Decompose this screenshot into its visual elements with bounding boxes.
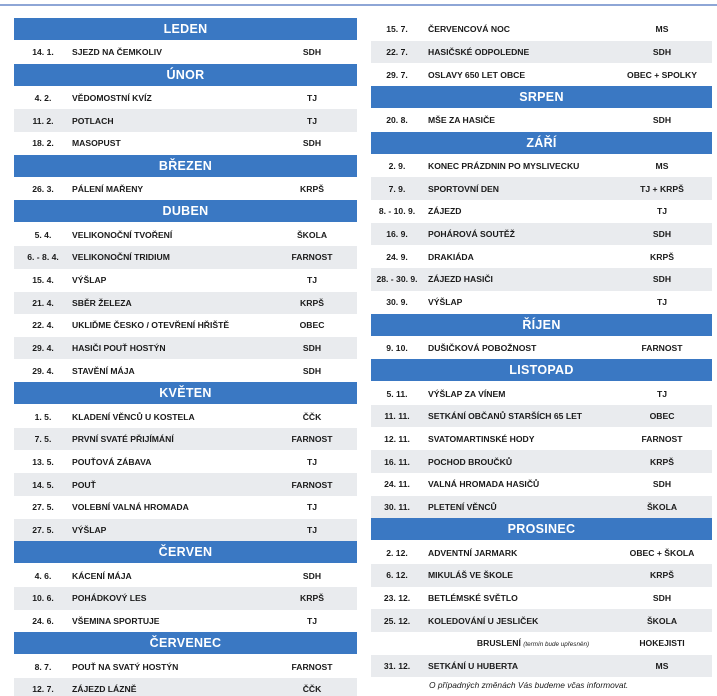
event-organizer: TJ + KRPŠ — [640, 183, 684, 194]
event-name-text: MASOPUST — [72, 138, 121, 149]
event-name — [428, 252, 474, 262]
event-name — [428, 24, 510, 34]
event-name-text: POHÁROVÁ SOUTĚŽ — [428, 229, 515, 240]
event-date: 27. 5. — [32, 524, 54, 535]
event-row — [14, 678, 357, 696]
event-organizer: TJ — [306, 92, 318, 103]
event-organizer: HOKEJISTI — [639, 638, 685, 649]
event-row — [371, 564, 712, 587]
event-name — [72, 502, 189, 512]
event-organizer: ŠKOLA — [296, 229, 328, 240]
event-row — [371, 246, 712, 269]
event-name-text: VÝŠLAP — [72, 275, 107, 286]
event-name-text: ČERVENCOVÁ NOC — [428, 24, 510, 35]
event-row — [371, 223, 712, 246]
event-name — [428, 47, 529, 57]
event-organizer: FARNOST — [641, 342, 683, 353]
event-name-text: SPORTOVNÍ DEN — [428, 183, 499, 194]
event-date: 6. 12. — [386, 570, 408, 581]
event-date: 8. 7. — [34, 661, 52, 672]
event-date: 21. 4. — [32, 297, 54, 308]
event-organizer: MS — [655, 24, 669, 35]
event-name — [72, 343, 166, 353]
event-row — [14, 519, 357, 542]
month-header: ČERVEN — [14, 541, 357, 563]
event-name — [72, 138, 121, 148]
event-row — [14, 473, 357, 496]
event-organizer: SDH — [302, 570, 322, 581]
event-organizer: SDH — [652, 115, 672, 126]
event-date: 7. 9. — [388, 183, 406, 194]
event-name-text: POUŤOVÁ ZÁBAVA — [72, 456, 152, 467]
event-date: 15. 4. — [32, 275, 54, 286]
event-date: 25. 12. — [383, 615, 411, 626]
event-row — [14, 41, 357, 64]
month-header: ŘÍJEN — [371, 314, 712, 336]
month-header: BŘEZEN — [14, 155, 357, 177]
event-name — [72, 684, 136, 694]
event-name — [428, 229, 515, 239]
month-header: KVĚTEN — [14, 382, 357, 404]
event-name — [428, 479, 539, 489]
event-organizer: FARNOST — [291, 252, 333, 263]
event-date: 16. 11. — [384, 456, 410, 467]
event-name — [72, 366, 135, 376]
event-name-text: PRVNÍ SVATÉ PŘIJÍMÁNÍ — [72, 434, 174, 445]
event-name-text: MIKULÁŠ VE ŠKOLE — [428, 570, 513, 581]
event-name — [72, 116, 114, 126]
event-name — [72, 434, 174, 444]
event-name — [428, 297, 462, 307]
month-header: SRPEN — [371, 86, 712, 108]
event-row — [14, 360, 357, 383]
event-name-text: KONEC PRÁZDNIN PO MYSLIVECKU — [428, 161, 580, 171]
event-date: 31. 12. — [383, 661, 411, 672]
event-organizer: KRPŠ — [650, 456, 674, 467]
event-name-text: VALNÁ HROMADA HASIČŮ — [428, 479, 540, 490]
event-name-text: OSLAVY 650 LET OBCE — [428, 69, 526, 80]
event-name-text: PÁLENÍ MAŘENY — [72, 184, 144, 194]
event-date: 14. 5. — [32, 479, 54, 490]
event-row — [371, 155, 712, 178]
event-row — [371, 450, 712, 473]
event-name-text: ZÁJEZD LÁZNĚ — [72, 684, 137, 695]
footnote: O případných změnách Vás budeme včas informovat. — [429, 680, 629, 690]
event-date: 5. 4. — [34, 229, 52, 240]
event-row — [14, 246, 357, 269]
event-name — [72, 480, 96, 490]
event-date: 22. 7. — [386, 46, 408, 57]
event-organizer: MS — [655, 161, 669, 171]
event-row — [14, 337, 357, 360]
event-row — [371, 632, 712, 655]
event-name-text: SETKÁNÍ U HUBERTA — [428, 661, 519, 672]
event-date: 4. 6. — [34, 570, 52, 581]
event-row — [14, 587, 357, 610]
event-row — [371, 496, 712, 519]
event-row — [371, 63, 712, 86]
event-name — [72, 230, 172, 240]
event-date: 12. 11. — [384, 433, 410, 444]
event-date: 29. 4. — [32, 343, 54, 354]
event-date: 16. 9. — [386, 229, 408, 240]
event-date: 4. 2. — [34, 92, 52, 103]
event-organizer: TJ — [306, 456, 318, 467]
event-organizer: TJ — [306, 616, 318, 626]
event-row — [14, 314, 357, 337]
event-name-text: POTLACH — [72, 115, 114, 126]
event-date: 10. 6. — [32, 593, 54, 604]
event-row — [371, 337, 712, 360]
event-date: 28. - 30. 9. — [376, 274, 418, 285]
event-row — [14, 178, 357, 201]
event-organizer: OBEC — [299, 320, 325, 331]
event-name-text: SJEZD NA ČEMKOLIV — [72, 47, 162, 58]
event-name — [428, 457, 512, 467]
event-name — [428, 343, 536, 353]
event-organizer: ŠKOLA — [646, 501, 678, 512]
event-name-text: POUŤ — [72, 479, 96, 490]
event-name-text: DUŠIČKOVÁ POBOŽNOST — [428, 342, 537, 353]
event-row — [14, 269, 357, 292]
event-name — [428, 661, 518, 671]
event-row — [14, 132, 357, 155]
event-name — [72, 616, 160, 626]
event-row — [14, 564, 357, 587]
event-name-text: KOLEDOVÁNÍ U JESLIČEK — [428, 615, 539, 626]
event-row — [14, 405, 357, 428]
event-name-text: SVATOMARTINSKÉ HODY — [428, 433, 535, 444]
event-name-text: STAVĚNÍ MÁJA — [72, 365, 135, 376]
top-divider-line — [0, 4, 717, 6]
event-row — [371, 655, 712, 678]
event-organizer: SDH — [302, 47, 322, 58]
event-name — [428, 548, 517, 558]
event-row — [371, 405, 712, 428]
event-date: 24. 9. — [386, 251, 408, 262]
event-name — [72, 412, 195, 422]
event-organizer: FARNOST — [291, 479, 333, 490]
event-date: 11. 11. — [384, 411, 410, 422]
event-name — [428, 638, 638, 648]
event-date: 1. 5. — [34, 411, 52, 422]
event-organizer: KRPŠ — [650, 570, 674, 581]
event-date: 9. 10. — [386, 342, 408, 353]
event-name-text: VÝŠLAP ZA VÍNEM — [428, 388, 506, 399]
event-organizer: TJ — [306, 275, 318, 286]
event-name-text: POUŤ NA SVATÝ HOSTÝN — [72, 661, 179, 672]
event-name — [428, 161, 579, 171]
event-name-text: VĚDOMOSTNÍ KVÍZ — [72, 92, 152, 103]
event-name-text: POHÁDKOVÝ LES — [72, 593, 147, 604]
event-organizer: SDH — [652, 46, 672, 57]
event-row — [371, 177, 712, 200]
event-name — [72, 184, 143, 194]
event-row — [14, 610, 357, 633]
event-row — [14, 109, 357, 132]
event-row — [14, 451, 357, 474]
event-organizer: OBEC — [649, 411, 675, 422]
event-organizer: SDH — [652, 229, 672, 240]
event-organizer: TJ — [306, 524, 318, 535]
event-organizer: MS — [655, 661, 669, 672]
event-date: 2. 9. — [388, 161, 406, 171]
event-row — [371, 428, 712, 451]
event-organizer: TJ — [656, 297, 668, 308]
event-date: 29. 7. — [386, 69, 408, 80]
event-date: 24. 6. — [32, 616, 54, 626]
event-row — [371, 473, 712, 496]
event-name — [428, 411, 582, 421]
event-name-text: ADVENTNÍ JARMARK — [428, 547, 518, 558]
event-date: 6. - 8. 4. — [27, 252, 59, 263]
event-organizer: SDH — [302, 138, 322, 149]
event-date: 15. 7. — [386, 24, 408, 35]
event-name — [72, 571, 132, 581]
event-note: (termín bude upřesněn) — [523, 641, 590, 649]
event-date: 11. 2. — [32, 115, 54, 126]
event-name-text: DRAKIÁDA — [428, 251, 474, 262]
event-name — [72, 457, 151, 467]
event-date: 22. 4. — [32, 320, 54, 331]
event-organizer: TJ — [306, 502, 318, 513]
event-row — [14, 223, 357, 246]
event-name-text: POCHOD BROUČKŮ — [428, 456, 513, 467]
event-name-text: SETKÁNÍ OBČANŮ STARŠÍCH 65 LET — [428, 411, 583, 422]
month-header: LEDEN — [14, 18, 357, 40]
month-header: DUBEN — [14, 200, 357, 222]
event-row — [371, 109, 712, 132]
calendar-column-right — [371, 18, 712, 678]
event-organizer: ČČK — [302, 411, 322, 422]
event-name-text: MŠE ZA HASIČE — [428, 115, 496, 126]
event-row — [14, 87, 357, 110]
event-row — [14, 292, 357, 315]
event-organizer: KRPŠ — [650, 251, 674, 262]
event-name — [428, 274, 493, 284]
event-date: 7. 5. — [34, 434, 52, 445]
event-organizer: FARNOST — [291, 661, 333, 672]
event-organizer: TJ — [306, 115, 318, 126]
event-name-text: HASIČI POUŤ HOSTÝN — [72, 343, 166, 354]
event-name-text: VOLEBNÍ VALNÁ HROMADA — [72, 502, 189, 513]
event-organizer: KRPŠ — [300, 593, 324, 604]
event-name — [428, 389, 505, 399]
event-name — [428, 616, 538, 626]
event-row — [371, 609, 712, 632]
month-header: PROSINEC — [371, 518, 712, 540]
event-organizer: FARNOST — [291, 434, 333, 445]
event-name — [428, 70, 525, 80]
event-name-text: HASIČSKÉ ODPOLEDNE — [428, 46, 530, 57]
event-name — [428, 593, 518, 603]
event-name — [428, 570, 513, 580]
event-organizer: TJ — [656, 206, 668, 217]
event-date: 14. 1. — [32, 47, 54, 58]
event-name-text: VELIKONOČNÍ TVOŘENÍ — [72, 229, 173, 240]
event-name-text: SBĚR ŽELEZA — [72, 297, 132, 308]
event-organizer: TJ — [656, 388, 668, 399]
event-date: 23. 12. — [383, 593, 411, 603]
event-name-text: UKLIĎME ČESKO / OTEVŘENÍ HŘIŠTĚ — [72, 320, 230, 331]
event-date: 29. 4. — [32, 365, 54, 376]
event-date: 30. 11. — [384, 501, 410, 512]
event-name — [72, 662, 178, 672]
month-header: ZÁŘÍ — [371, 132, 712, 154]
event-row — [14, 496, 357, 519]
event-date: 24. 11. — [384, 479, 410, 490]
event-organizer: KRPŠ — [300, 297, 324, 308]
event-date: 18. 2. — [32, 138, 54, 149]
event-name — [72, 93, 152, 103]
event-row — [14, 428, 357, 451]
event-organizer: SDH — [302, 343, 322, 354]
event-row — [371, 587, 712, 610]
event-date: 8. - 10. 9. — [378, 206, 416, 217]
event-name-text: VÝŠLAP — [428, 297, 463, 308]
event-date: 2. 12. — [386, 547, 408, 558]
event-organizer: OBEC + ŠKOLA — [629, 547, 695, 558]
event-name — [72, 47, 162, 57]
event-name — [428, 502, 497, 512]
event-date: 12. 7. — [32, 684, 54, 695]
event-row — [371, 200, 712, 223]
event-name-text: BRUSLENÍ — [476, 638, 521, 649]
event-name-text: BETLÉMSKÉ SVĚTLO — [428, 593, 518, 603]
event-organizer: FARNOST — [641, 433, 683, 444]
event-name-text: KLADENÍ VĚNCŮ U KOSTELA — [72, 411, 195, 422]
event-name-text: ZÁJEZD HASIČI — [428, 274, 493, 285]
event-organizer: SDH — [302, 365, 322, 376]
event-organizer: ČČK — [302, 684, 322, 695]
event-row — [371, 291, 712, 314]
month-header: LISTOPAD — [371, 359, 712, 381]
event-name-text: VÝŠLAP — [72, 524, 107, 535]
event-name — [72, 298, 132, 308]
event-name-text: ZÁJEZD — [428, 206, 462, 217]
event-date: 5. 11. — [386, 388, 408, 399]
event-name — [72, 525, 106, 535]
event-organizer: SDH — [652, 274, 672, 285]
calendar-column-left — [14, 18, 357, 696]
event-row — [371, 541, 712, 564]
event-name — [428, 115, 495, 125]
event-row — [371, 41, 712, 64]
event-row — [371, 18, 712, 41]
month-header: ČERVENEC — [14, 632, 357, 654]
event-name-text: VELIKONOČNÍ TRIDIUM — [72, 252, 170, 263]
event-organizer: KRPŠ — [300, 184, 324, 194]
event-date: 20. 8. — [386, 115, 408, 126]
event-name — [72, 593, 147, 603]
event-name — [428, 434, 534, 444]
event-name-text: PLETENÍ VĚNCŮ — [428, 501, 497, 512]
event-date: 30. 9. — [386, 297, 408, 308]
event-organizer: SDH — [652, 479, 672, 490]
event-row — [14, 655, 357, 678]
event-date: 26. 3. — [32, 184, 54, 194]
event-date: 27. 5. — [32, 502, 54, 513]
event-name — [72, 275, 106, 285]
event-name — [428, 206, 461, 216]
month-header: ÚNOR — [14, 64, 357, 86]
event-row — [371, 382, 712, 405]
event-row — [371, 268, 712, 291]
event-date: 13. 5. — [32, 456, 54, 467]
event-organizer: ŠKOLA — [646, 615, 678, 626]
event-name — [72, 252, 170, 262]
event-name — [72, 320, 229, 330]
event-name-text: KÁCENÍ MÁJA — [72, 570, 132, 581]
event-name — [428, 184, 499, 194]
event-name-text: VŠEMINA SPORTUJE — [72, 616, 160, 626]
event-organizer: OBEC + SPOLKY — [627, 69, 697, 80]
event-organizer: SDH — [652, 593, 672, 603]
